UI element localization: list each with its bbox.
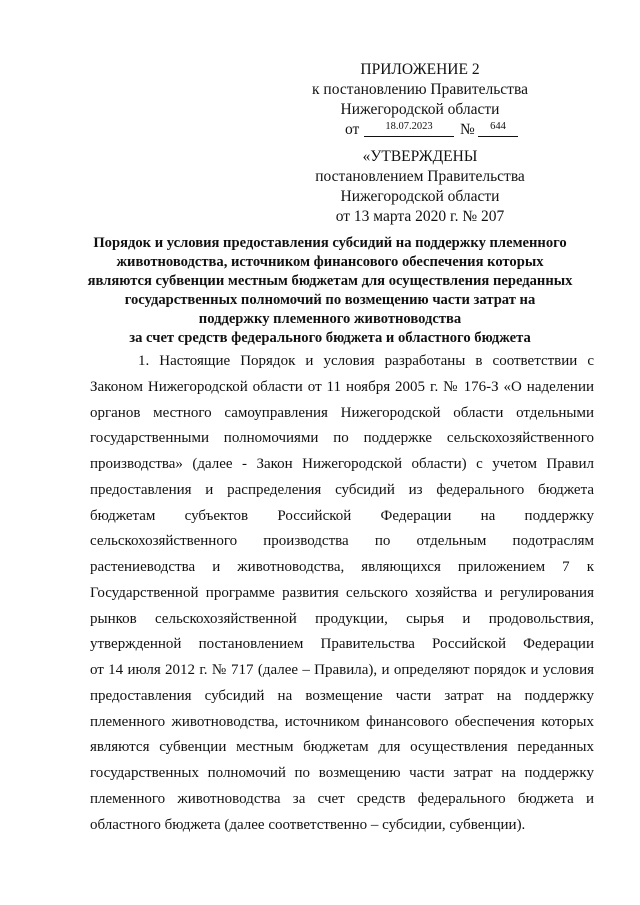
- paragraph-1: [90, 349, 594, 838]
- appendix-region: Нижегородской области: [340, 101, 500, 118]
- paragraph-line: сельскохозяйственного производства по отдельным подотраслям: [90, 533, 594, 550]
- paragraph-line: растениеводства и животноводства, являющихся приложением 7 к: [90, 559, 594, 575]
- title-line: Порядок и условия предоставления субсидий на поддержку племенного: [93, 235, 567, 251]
- title-line: животноводства, источником финансового обеспечения которых: [116, 254, 544, 270]
- paragraph-line: предоставления субсидий на возмещение части затрат на поддержку: [90, 687, 594, 704]
- paragraph-line: производства» (далее - Закон Нижегородской области) с учетом Правил: [90, 456, 594, 472]
- appendix-date-line: [300, 120, 540, 140]
- paragraph-line: племенного животноводства, источником финансового обеспечения которых: [90, 713, 594, 730]
- paragraph-line: государственных полномочий по возмещению части затрат на поддержку: [90, 765, 594, 781]
- approved-heading: «УТВЕРЖДЕНЫ: [362, 148, 478, 165]
- title-line: поддержку племенного животноводства: [198, 311, 462, 327]
- title-line: за счет средств федерального бюджета и областного бюджета: [129, 330, 531, 346]
- paragraph-line: государственными полномочиями по поддержке сельскохозяйственного: [90, 430, 594, 447]
- paragraph-line: областного бюджета (далее соответственно – субсидии, субвенции).: [90, 816, 526, 833]
- paragraph-line: бюджетам субъектов Российской Федерации на поддержку: [90, 507, 594, 524]
- paragraph-line: являются субвенции местным бюджетам для осуществления переданных: [90, 739, 594, 756]
- title-line: государственных полномочий по возмещению части затрат на: [124, 292, 536, 308]
- appendix-heading: ПРИЛОЖЕНИЕ 2: [360, 61, 480, 78]
- number-value: 644: [478, 118, 518, 137]
- appendix-block: [300, 60, 540, 140]
- paragraph-line: предоставления и распределения субсидий из федерального бюджета: [90, 481, 594, 498]
- title-line: являются субвенции местным бюджетам для осуществления переданных: [87, 273, 573, 289]
- document-title: [80, 234, 580, 348]
- paragraph-line: от 14 июля 2012 г. № 717 (далее – Правила), и определяют порядок и условия: [90, 662, 594, 678]
- approved-date: от 13 марта 2020 г. № 207: [335, 208, 505, 225]
- approved-by: постановлением Правительства: [315, 168, 525, 185]
- paragraph-line: рынков сельскохозяйственной продукции, сырья и продовольствия,: [90, 610, 594, 627]
- paragraph-line: органов местного самоуправления Нижегородской области отдельными: [90, 404, 594, 421]
- approved-region: Нижегородской области: [340, 188, 500, 205]
- date-value: 18.07.2023: [364, 118, 454, 137]
- paragraph-line: Законом Нижегородской области от 11 ноября 2005 г. № 176-З «О наделении: [90, 378, 594, 395]
- date-label: от: [345, 121, 360, 138]
- paragraph-line: 1. Настоящие Порядок и условия разработаны в соответствии с: [138, 353, 594, 369]
- paragraph-line: утвержденной постановлением Правительства Российской Федерации: [90, 636, 594, 653]
- appendix-reference: к постановлению Правительства: [312, 81, 528, 98]
- paragraph-line: племенного животноводства за счет средств федерального бюджета и: [90, 790, 594, 807]
- paragraph-line: Государственной программе развития сельского хозяйства и регулирования: [90, 584, 594, 601]
- approved-block: [300, 147, 540, 227]
- number-label: №: [460, 121, 475, 138]
